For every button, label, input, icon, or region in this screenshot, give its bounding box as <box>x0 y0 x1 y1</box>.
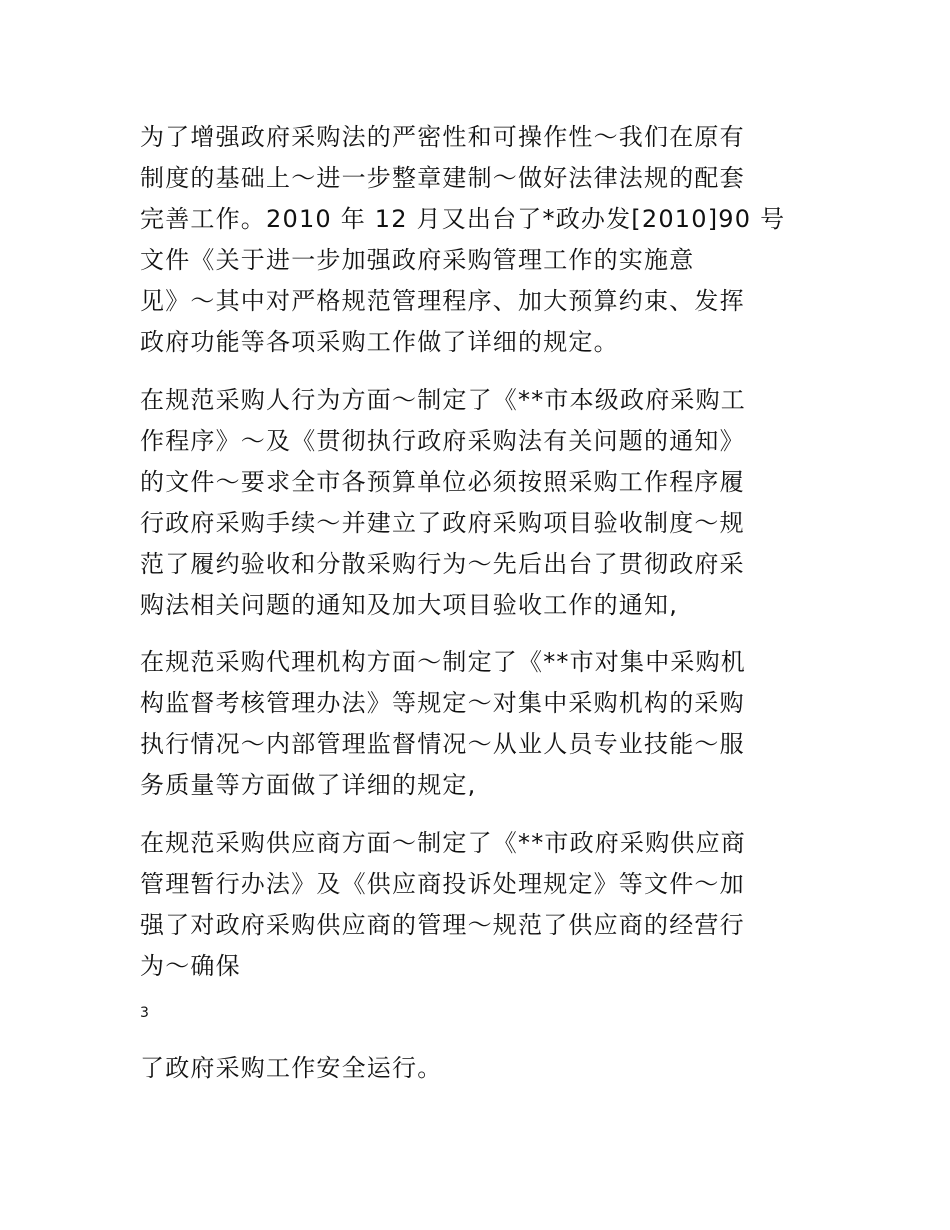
paragraph-1 <box>140 117 812 363</box>
paragraph-4 <box>140 823 812 987</box>
paragraph-line: 政府功能等各项采购工作做了详细的规定。 <box>140 328 619 356</box>
paragraph-line: 了政府采购工作安全运行。 <box>140 1054 443 1082</box>
paragraph-line: 完善工作。2010 年 12 月又出台了*政办发[2010]90 号 <box>140 205 786 233</box>
paragraph-line: 务质量等方面做了详细的规定, <box>140 771 477 799</box>
paragraph-line: 在规范采购供应商方面～制定了《**市政府采购供应商 <box>140 829 746 857</box>
paragraph-line: 购法相关问题的通知及加大项目验收工作的通知, <box>140 591 679 619</box>
paragraph-line: 文件《关于进一步加强政府采购管理工作的实施意 <box>140 246 695 274</box>
paragraph-line: 为～确保 <box>140 952 241 980</box>
paragraph-2 <box>140 380 812 626</box>
paragraph-line: 执行情况～内部管理监督情况～从业人员专业技能～服 <box>140 730 745 758</box>
paragraph-line: 作程序》～及《贯彻执行政府采购法有关问题的通知》 <box>140 427 745 455</box>
paragraph-3 <box>140 642 812 806</box>
paragraph-line: 行政府采购手续～并建立了政府采购项目验收制度～规 <box>140 509 745 537</box>
paragraph-line: 的文件～要求全市各预算单位必须按照采购工作程序履 <box>140 468 745 496</box>
continuation-paragraph <box>140 1048 812 1089</box>
paragraph-line: 见》～其中对严格规范管理程序、加大预算约束、发挥 <box>140 287 745 315</box>
paragraph-line: 构监督考核管理办法》等规定～对集中采购机构的采购 <box>140 689 745 717</box>
paragraph-line: 强了对政府采购供应商的管理～规范了供应商的经营行 <box>140 911 745 939</box>
paragraph-line: 制度的基础上～进一步整章建制～做好法律法规的配套 <box>140 164 745 192</box>
paragraph-line: 为了增强政府采购法的严密性和可操作性～我们在原有 <box>140 123 745 151</box>
paragraph-line: 在规范采购人行为方面～制定了《**市本级政府采购工 <box>140 386 746 414</box>
paragraph-line: 管理暂行办法》及《供应商投诉处理规定》等文件～加 <box>140 870 745 898</box>
paragraph-line: 范了履约验收和分散采购行为～先后出台了贯彻政府采 <box>140 550 745 578</box>
paragraph-line: 在规范采购代理机构方面～制定了《**市对集中采购机 <box>140 648 746 676</box>
page-number: 3 <box>140 1005 149 1021</box>
